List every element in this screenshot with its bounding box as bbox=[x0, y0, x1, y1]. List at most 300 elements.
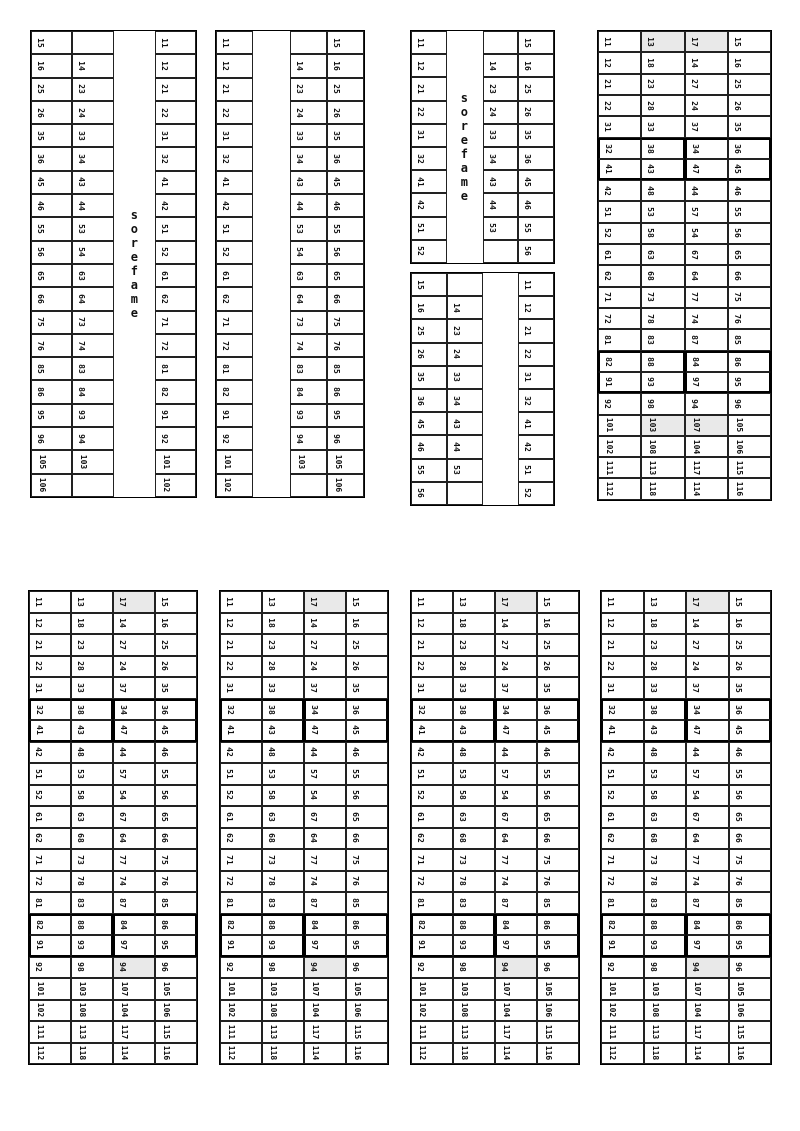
seat-number: 67 bbox=[690, 812, 700, 822]
seat-number: 47 bbox=[690, 164, 700, 174]
seat-number: 31 bbox=[605, 682, 615, 693]
seat-cell bbox=[155, 785, 197, 807]
seat-number: 28 bbox=[646, 100, 656, 111]
seat-cell bbox=[537, 613, 579, 635]
seat-cell bbox=[411, 656, 453, 678]
seat-cell bbox=[253, 217, 290, 240]
seat-number: 44 bbox=[117, 747, 127, 758]
seat-cell bbox=[453, 634, 495, 656]
seat-cell bbox=[327, 147, 364, 170]
seat-cell bbox=[537, 763, 579, 785]
seat-cell bbox=[411, 914, 453, 936]
seat-cell bbox=[598, 201, 641, 222]
seat-cell bbox=[685, 351, 728, 372]
seat-number: 94 bbox=[308, 962, 318, 973]
seat-cell bbox=[220, 957, 262, 979]
seat-cell bbox=[72, 357, 113, 380]
seat-cell bbox=[537, 720, 579, 742]
seat-number: 24 bbox=[689, 100, 699, 111]
seat-cell bbox=[453, 914, 495, 936]
seat-cell bbox=[155, 78, 196, 101]
seat-number: 32 bbox=[523, 395, 533, 406]
seat-number: 34 bbox=[118, 704, 128, 715]
seat-cell bbox=[537, 634, 579, 656]
seat-cell bbox=[262, 785, 304, 807]
seat-cell bbox=[518, 240, 554, 263]
seat-number: 56 bbox=[732, 228, 742, 239]
seat-cell bbox=[728, 95, 771, 116]
seat-number: 26 bbox=[35, 107, 45, 118]
seat-number: 66 bbox=[159, 833, 169, 844]
seat-cell bbox=[114, 334, 155, 357]
seat-number: 114 bbox=[693, 1046, 703, 1061]
seat-cell bbox=[729, 957, 772, 979]
seat-number: 11 bbox=[159, 37, 169, 48]
seat-number: 42 bbox=[523, 442, 533, 452]
seat-number: 55 bbox=[733, 768, 743, 779]
seat-number: 36 bbox=[415, 395, 425, 406]
seat-number: 51 bbox=[224, 768, 234, 779]
seat-number: 24 bbox=[294, 107, 304, 118]
seat-cell bbox=[220, 1043, 262, 1065]
seat-number: 63 bbox=[646, 249, 656, 260]
seat-cell bbox=[641, 308, 684, 329]
seat-cell bbox=[262, 828, 304, 850]
seat-number: 57 bbox=[308, 768, 318, 779]
seat-cell bbox=[290, 171, 327, 194]
seat-number: 116 bbox=[734, 481, 744, 497]
seat-cell bbox=[114, 101, 155, 124]
seat-cell bbox=[29, 914, 71, 936]
seat-cell bbox=[290, 78, 327, 101]
seat-number: 37 bbox=[690, 682, 700, 693]
seat-cell bbox=[114, 357, 155, 380]
seat-number: 24 bbox=[451, 349, 461, 360]
seat-cell bbox=[262, 720, 304, 742]
side-label-letter: m bbox=[130, 292, 138, 306]
seat-cell bbox=[262, 677, 304, 699]
seat-cell bbox=[262, 1021, 304, 1043]
seat-cell bbox=[453, 1021, 495, 1043]
seat-cell bbox=[447, 343, 483, 366]
seat-number: 14 bbox=[690, 618, 700, 629]
seat-cell bbox=[262, 742, 304, 764]
seat-cell bbox=[290, 264, 327, 287]
seat-number: 111 bbox=[608, 1024, 618, 1040]
seat-cell bbox=[253, 450, 290, 473]
seat-number: 53 bbox=[648, 768, 658, 779]
seat-number: 116 bbox=[544, 1046, 554, 1061]
seat-number: 98 bbox=[648, 962, 658, 973]
seat-cell bbox=[29, 785, 71, 807]
side-label-letter: o bbox=[460, 105, 468, 119]
seat-number: 86 bbox=[541, 920, 551, 930]
seat-cell bbox=[72, 311, 113, 334]
seat-number: 34 bbox=[309, 704, 319, 715]
seat-number: 77 bbox=[689, 292, 699, 303]
seat-cell bbox=[686, 978, 729, 1000]
seat-cell bbox=[220, 699, 262, 721]
seat-cell bbox=[411, 101, 447, 124]
seat-number: 32 bbox=[159, 154, 169, 164]
seat-cell bbox=[71, 871, 113, 893]
seat-cell bbox=[327, 427, 364, 450]
seat-cell bbox=[155, 171, 196, 194]
seat-number: 114 bbox=[311, 1046, 321, 1061]
seat-cell bbox=[483, 366, 519, 389]
seat-cell bbox=[411, 806, 453, 828]
seat-number: 86 bbox=[331, 387, 341, 397]
seat-number: 58 bbox=[646, 228, 656, 239]
seat-number: 74 bbox=[77, 340, 87, 351]
seat-cell bbox=[72, 194, 113, 217]
seat-cell bbox=[155, 1000, 197, 1022]
seat-number: 95 bbox=[331, 410, 341, 421]
seat-number: 97 bbox=[691, 940, 701, 951]
seat-number: 21 bbox=[415, 639, 425, 650]
seat-cell bbox=[220, 1000, 262, 1022]
seat-cell bbox=[346, 785, 388, 807]
seat-cell bbox=[537, 1000, 579, 1022]
seat-cell bbox=[644, 914, 687, 936]
seat-number: 16 bbox=[523, 60, 533, 71]
seat-number: 117 bbox=[120, 1024, 130, 1040]
seat-number: 98 bbox=[75, 962, 85, 973]
seat-cell bbox=[72, 31, 113, 54]
seat-cell bbox=[304, 720, 346, 742]
seat-cell bbox=[220, 742, 262, 764]
seat-cell bbox=[290, 54, 327, 77]
seat-number: 25 bbox=[732, 79, 742, 90]
seat-cell bbox=[537, 849, 579, 871]
seat-cell bbox=[31, 101, 72, 124]
seat-number: 32 bbox=[34, 704, 44, 715]
seat-cell bbox=[72, 171, 113, 194]
seat-cell bbox=[644, 828, 687, 850]
seat-cell bbox=[411, 366, 447, 389]
seat-cell bbox=[29, 677, 71, 699]
seat-number: 64 bbox=[117, 833, 127, 844]
seat-number: 78 bbox=[266, 876, 276, 887]
seat-cell bbox=[601, 785, 644, 807]
seat-number: 63 bbox=[648, 812, 658, 822]
seat-cell bbox=[71, 828, 113, 850]
seat-number: 84 bbox=[77, 387, 87, 397]
seat-number: 11 bbox=[220, 37, 230, 48]
seat-cell bbox=[220, 828, 262, 850]
seat-cell bbox=[495, 935, 537, 957]
seat-number: 73 bbox=[266, 855, 276, 865]
seat-cell bbox=[346, 613, 388, 635]
seat-cell bbox=[601, 699, 644, 721]
seat-cell bbox=[537, 828, 579, 850]
seat-number: 17 bbox=[117, 596, 127, 607]
seat-cell bbox=[453, 871, 495, 893]
seat-number: 55 bbox=[331, 224, 341, 234]
seat-number: 36 bbox=[331, 154, 341, 164]
seat-cell bbox=[447, 389, 483, 412]
seat-cell bbox=[641, 201, 684, 222]
seat-cell bbox=[495, 1021, 537, 1043]
seat-cell bbox=[447, 366, 483, 389]
seat-cell bbox=[253, 427, 290, 450]
seat-cell bbox=[685, 457, 728, 478]
seat-cell bbox=[29, 634, 71, 656]
seat-cell bbox=[155, 311, 196, 334]
seat-cell bbox=[253, 264, 290, 287]
seat-cell bbox=[155, 763, 197, 785]
seat-cell bbox=[729, 613, 772, 635]
seat-cell bbox=[728, 159, 771, 180]
seat-number: 25 bbox=[415, 326, 425, 336]
seat-number: 16 bbox=[415, 302, 425, 313]
seat-number: 38 bbox=[75, 704, 85, 715]
seat-cell bbox=[31, 357, 72, 380]
seat-number: 94 bbox=[117, 962, 127, 973]
seat-number: 82 bbox=[416, 920, 426, 930]
seat-cell bbox=[729, 591, 772, 613]
seat-number: 101 bbox=[223, 454, 233, 470]
seat-number: 76 bbox=[331, 340, 341, 351]
seat-number: 103 bbox=[460, 981, 470, 997]
seat-number: 67 bbox=[308, 812, 318, 822]
seat-number: 25 bbox=[331, 84, 341, 95]
seat-number: 12 bbox=[605, 618, 615, 629]
seat-cell bbox=[411, 785, 453, 807]
seat-number: 25 bbox=[159, 639, 169, 650]
seat-number: 75 bbox=[159, 855, 169, 865]
seat-cell bbox=[686, 892, 729, 914]
seat-cell bbox=[598, 457, 641, 478]
seat-number: 104 bbox=[311, 1003, 321, 1018]
seat-number: 66 bbox=[350, 833, 360, 844]
side-label-letter: m bbox=[460, 175, 468, 189]
seat-number: 47 bbox=[500, 725, 510, 736]
seat-cell bbox=[686, 871, 729, 893]
seat-cell bbox=[483, 240, 519, 263]
seat-number: 52 bbox=[415, 246, 425, 257]
seat-cell bbox=[411, 591, 453, 613]
seat-cell bbox=[641, 415, 684, 436]
seat-cell bbox=[641, 393, 684, 414]
seat-cell bbox=[411, 273, 447, 296]
seat-cell bbox=[262, 1000, 304, 1022]
seat-number: 23 bbox=[457, 639, 467, 650]
seat-cell bbox=[304, 634, 346, 656]
seat-number: 41 bbox=[415, 176, 425, 187]
seat-number: 54 bbox=[77, 247, 87, 258]
seat-number: 26 bbox=[350, 661, 360, 672]
seat-number: 41 bbox=[225, 725, 235, 736]
seat-cell bbox=[495, 656, 537, 678]
seat-cell bbox=[216, 241, 253, 264]
seat-number: 46 bbox=[350, 747, 360, 758]
seat-number: 85 bbox=[331, 364, 341, 374]
seat-number: 31 bbox=[523, 372, 533, 383]
seat-cell bbox=[155, 380, 196, 403]
seat-cell bbox=[729, 1021, 772, 1043]
seat-number: 12 bbox=[415, 618, 425, 629]
seat-cell bbox=[304, 699, 346, 721]
seat-cell bbox=[453, 1043, 495, 1065]
seat-number: 95 bbox=[35, 410, 45, 421]
seat-number: 45 bbox=[415, 418, 425, 429]
seat-cell bbox=[113, 1021, 155, 1043]
seat-number: 103 bbox=[269, 981, 279, 997]
seat-cell bbox=[71, 720, 113, 742]
seat-number: 51 bbox=[605, 768, 615, 779]
seat-cell bbox=[598, 159, 641, 180]
seat-number: 26 bbox=[733, 661, 743, 672]
seat-number: 31 bbox=[159, 131, 169, 141]
seat-cell bbox=[685, 180, 728, 201]
seat-cell bbox=[155, 806, 197, 828]
seat-number: 105 bbox=[735, 981, 745, 997]
seat-number: 18 bbox=[648, 618, 658, 629]
side-label-letter: s bbox=[130, 208, 138, 222]
seat-cell bbox=[304, 871, 346, 893]
seat-cell bbox=[686, 1021, 729, 1043]
seat-number: 101 bbox=[161, 454, 171, 470]
seat-cell bbox=[113, 849, 155, 871]
seat-cell bbox=[685, 95, 728, 116]
seat-cell bbox=[537, 935, 579, 957]
seat-number: 54 bbox=[499, 790, 509, 801]
seat-number: 48 bbox=[75, 747, 85, 758]
seat-number: 96 bbox=[331, 433, 341, 444]
seat-number: 61 bbox=[33, 812, 43, 822]
seat-number: 14 bbox=[308, 618, 318, 629]
seat-number: 27 bbox=[499, 639, 509, 650]
seat-number: 58 bbox=[75, 790, 85, 801]
seat-cell bbox=[71, 634, 113, 656]
seat-cell bbox=[483, 147, 519, 170]
seat-number: 53 bbox=[487, 223, 497, 234]
seat-cell bbox=[644, 849, 687, 871]
seat-number: 45 bbox=[523, 176, 533, 187]
seat-number: 41 bbox=[220, 177, 230, 188]
seat-cell bbox=[155, 427, 196, 450]
seat-number: 31 bbox=[33, 682, 43, 693]
seat-cell bbox=[411, 435, 447, 458]
seat-cell bbox=[113, 871, 155, 893]
seat-cell bbox=[685, 308, 728, 329]
seat-number: 15 bbox=[733, 596, 743, 607]
seat-cell bbox=[641, 478, 684, 499]
seat-cell bbox=[155, 264, 196, 287]
seat-number: 56 bbox=[415, 488, 425, 499]
seat-cell bbox=[262, 849, 304, 871]
side-label-letter: r bbox=[460, 119, 468, 133]
seat-cell bbox=[598, 287, 641, 308]
seat-cell bbox=[644, 871, 687, 893]
seat-cell bbox=[729, 634, 772, 656]
seat-cell bbox=[327, 357, 364, 380]
seat-cell bbox=[728, 138, 771, 159]
seat-cell bbox=[728, 308, 771, 329]
seat-number: 92 bbox=[33, 962, 43, 973]
seat-cell bbox=[518, 366, 554, 389]
seat-number: 16 bbox=[541, 618, 551, 629]
seat-cell bbox=[518, 435, 554, 458]
seat-cell bbox=[641, 180, 684, 201]
seat-cell bbox=[495, 677, 537, 699]
seat-number: 113 bbox=[650, 1024, 660, 1040]
seat-number: 23 bbox=[648, 639, 658, 650]
seat-cell bbox=[304, 763, 346, 785]
seat-number: 64 bbox=[308, 833, 318, 844]
seat-number: 22 bbox=[33, 661, 43, 672]
seat-number: 87 bbox=[117, 898, 127, 908]
seat-cell bbox=[72, 427, 113, 450]
seat-cell bbox=[601, 828, 644, 850]
seat-cell bbox=[304, 742, 346, 764]
seat-cell bbox=[262, 892, 304, 914]
seat-number: 25 bbox=[350, 639, 360, 650]
seat-cell bbox=[71, 1043, 113, 1065]
seat-cell bbox=[220, 978, 262, 1000]
seat-cell bbox=[253, 380, 290, 403]
seat-plan-p2 bbox=[215, 30, 365, 498]
seat-number: 81 bbox=[605, 898, 615, 908]
seat-number: 45 bbox=[331, 177, 341, 188]
seat-number: 33 bbox=[266, 682, 276, 693]
seat-number: 25 bbox=[523, 84, 533, 94]
seat-number: 36 bbox=[541, 704, 551, 715]
seat-cell bbox=[29, 957, 71, 979]
seat-cell bbox=[728, 52, 771, 73]
seat-cell bbox=[601, 742, 644, 764]
seat-number: 118 bbox=[650, 1046, 660, 1061]
seat-number: 31 bbox=[602, 122, 612, 132]
seat-number: 66 bbox=[35, 294, 45, 304]
seat-cell bbox=[114, 78, 155, 101]
seat-cell bbox=[453, 677, 495, 699]
seat-cell bbox=[685, 244, 728, 265]
seat-cell bbox=[495, 871, 537, 893]
seat-number: 26 bbox=[523, 107, 533, 118]
seat-cell bbox=[453, 806, 495, 828]
seat-cell bbox=[411, 389, 447, 412]
seat-cell bbox=[346, 677, 388, 699]
seat-number: 46 bbox=[331, 200, 341, 211]
seat-number: 32 bbox=[603, 143, 613, 154]
seat-number: 14 bbox=[117, 618, 127, 629]
seat-number: 38 bbox=[648, 704, 658, 715]
seat-cell bbox=[346, 720, 388, 742]
seat-cell bbox=[453, 957, 495, 979]
seat-cell bbox=[411, 699, 453, 721]
seat-number: 57 bbox=[499, 768, 509, 779]
seat-number: 75 bbox=[732, 292, 742, 303]
seat-number: 37 bbox=[499, 682, 509, 693]
seat-number: 36 bbox=[159, 704, 169, 715]
seat-cell bbox=[31, 54, 72, 77]
seat-number: 12 bbox=[159, 61, 169, 71]
seat-number: 104 bbox=[120, 1003, 130, 1018]
seat-number: 66 bbox=[733, 833, 743, 844]
seat-cell bbox=[113, 763, 155, 785]
seat-cell bbox=[598, 372, 641, 393]
seat-cell bbox=[641, 95, 684, 116]
seat-plan-full bbox=[410, 590, 580, 1065]
seat-cell bbox=[304, 957, 346, 979]
seat-cell bbox=[729, 806, 772, 828]
seat-number: 88 bbox=[266, 920, 276, 930]
seat-number: 77 bbox=[308, 855, 318, 865]
seat-number: 53 bbox=[451, 465, 461, 476]
seat-number: 48 bbox=[266, 747, 276, 758]
